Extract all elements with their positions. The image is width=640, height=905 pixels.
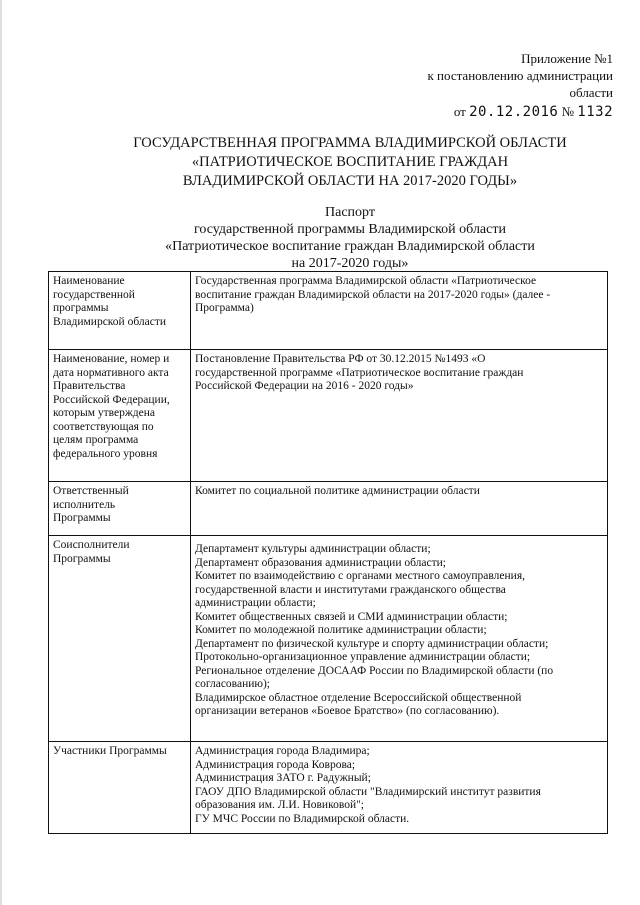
row-value-line: Администрация города Коврова;: [195, 758, 356, 771]
row-label-cell: [49, 536, 191, 742]
table-row: [49, 350, 608, 482]
row-label-line: Владимирской области: [53, 315, 167, 328]
appendix-region: области: [569, 85, 613, 100]
row-value-line: Комитет по социальной политике администрации области: [195, 485, 480, 497]
row-label-line: Российской Федерации,: [53, 393, 170, 406]
row-label-cell: [49, 482, 191, 536]
row-label-line: соответствующая по: [53, 420, 154, 433]
row-value-line: ГАОУ ДПО Владимирской области "Владимирский институт развития: [195, 785, 541, 798]
title-line-1: ГОСУДАРСТВЕННАЯ ПРОГРАММА ВЛАДИМИРСКОЙ ОБЛАСТИ: [133, 135, 567, 151]
row-label-line: программы: [53, 302, 109, 314]
row-label-line: государственной: [53, 288, 135, 301]
row-value-line: Постановление Правительства РФ от 30.12.2015 №1493 «О: [195, 353, 486, 365]
program-title: [0, 134, 640, 191]
table-row: [49, 272, 608, 350]
row-label-line: исполнитель: [53, 498, 116, 511]
passport-line-3: на 2017-2020 годы»: [291, 256, 409, 271]
number-sign: №: [561, 104, 575, 119]
row-label-line: Наименование: [53, 275, 125, 287]
row-value-line: Российской Федерации на 2016 - 2020 годы»: [195, 380, 414, 392]
row-value-line: образования им. Л.И. Новиковой";: [195, 799, 364, 811]
row-label-cell: [49, 350, 191, 482]
row-value-cell: [191, 350, 608, 482]
row-value-cell: [191, 482, 608, 536]
row-value-line: Владимирское областное отделение Всероссийской общественной: [195, 691, 522, 704]
appendix-reference: к постановлению администрации: [427, 68, 613, 83]
row-value-line: государственной программе «Патриотическое воспитание граждан: [195, 366, 524, 379]
row-value-cell: [191, 742, 608, 834]
row-label-line: дата нормативного акта: [53, 366, 169, 379]
passport-heading: [0, 204, 640, 272]
row-value-line: Комитет общественных связей и СМИ администрации области;: [195, 610, 508, 623]
date-prefix: от: [453, 104, 466, 119]
row-value-line: организации ветеранов «Боевое Братство» (по согласованию).: [195, 705, 500, 717]
row-label-line: Участники Программы: [53, 745, 167, 757]
table-row: [49, 536, 608, 742]
decree-number: 1132: [577, 104, 613, 120]
row-value-line: Администрация города Владимира;: [195, 745, 370, 757]
row-value-line: ГУ МЧС России по Владимирской области.: [195, 812, 410, 825]
row-value-line: Комитет по молодежной политике администрации области;: [195, 624, 487, 636]
row-value-line: Администрация ЗАТО г. Радужный;: [195, 772, 371, 784]
row-label-line: целям программа: [53, 434, 139, 446]
passport-line-1: государственной программы Владимирской области: [194, 222, 506, 237]
row-value-line: государственной власти и институтами гражданского общества: [195, 583, 506, 596]
row-label-cell: [49, 742, 191, 834]
row-label-cell: [49, 272, 191, 350]
row-value-cell: [191, 272, 608, 350]
row-label-line: Соисполнители: [53, 539, 130, 551]
row-label-line: которым утверждена: [53, 407, 156, 419]
row-label-line: федерального уровня: [53, 447, 158, 460]
row-label-line: Наименование, номер и: [53, 353, 170, 365]
row-label-line: Программы: [53, 512, 111, 524]
appendix-label: Приложение №1: [521, 51, 613, 66]
row-label-line: Правительства: [53, 380, 126, 392]
decree-date-line: [353, 103, 613, 121]
row-value-line: администрации области;: [195, 597, 316, 609]
row-value-line: Протокольно-организационное управление администрации области;: [195, 651, 531, 663]
row-value-line: Департамент культуры администрации области;: [195, 543, 431, 555]
table-row: [49, 742, 608, 834]
title-line-2: «ПАТРИОТИЧЕСКОЕ ВОСПИТАНИЕ ГРАЖДАН: [191, 154, 509, 170]
appendix-block: [353, 50, 613, 119]
row-value-line: Государственная программа Владимирской области «Патриотическое: [195, 275, 537, 287]
decree-date: 20.12.2016: [469, 104, 559, 120]
table-row: [49, 482, 608, 536]
row-label-line: Программы: [53, 552, 111, 565]
row-value-line: Комитет по взаимодействию с органами местного самоуправления,: [195, 570, 526, 582]
title-line-3: ВЛАДИМИРСКОЙ ОБЛАСТИ НА 2017-2020 ГОДЫ»: [182, 173, 518, 189]
passport-line-2: «Патриотическое воспитание граждан Владимирской области: [165, 239, 535, 254]
passport-title: Паспорт: [325, 205, 375, 220]
row-label-line: Ответственный: [53, 485, 129, 497]
row-value-line: Департамент по физической культуре и спорту администрации области;: [195, 637, 549, 650]
row-value-line: воспитание граждан Владимирской области на 2017-2020 годы» (далее -: [195, 288, 551, 301]
row-value-line: Программа): [195, 302, 254, 314]
row-value-line: Департамент образования администрации области;: [195, 556, 446, 569]
row-value-line: Региональное отделение ДОСААФ России по Владимирской области (по: [195, 664, 554, 677]
passport-table: [48, 271, 608, 834]
row-value-cell: [191, 536, 608, 742]
row-value-line: согласованию);: [195, 678, 270, 690]
